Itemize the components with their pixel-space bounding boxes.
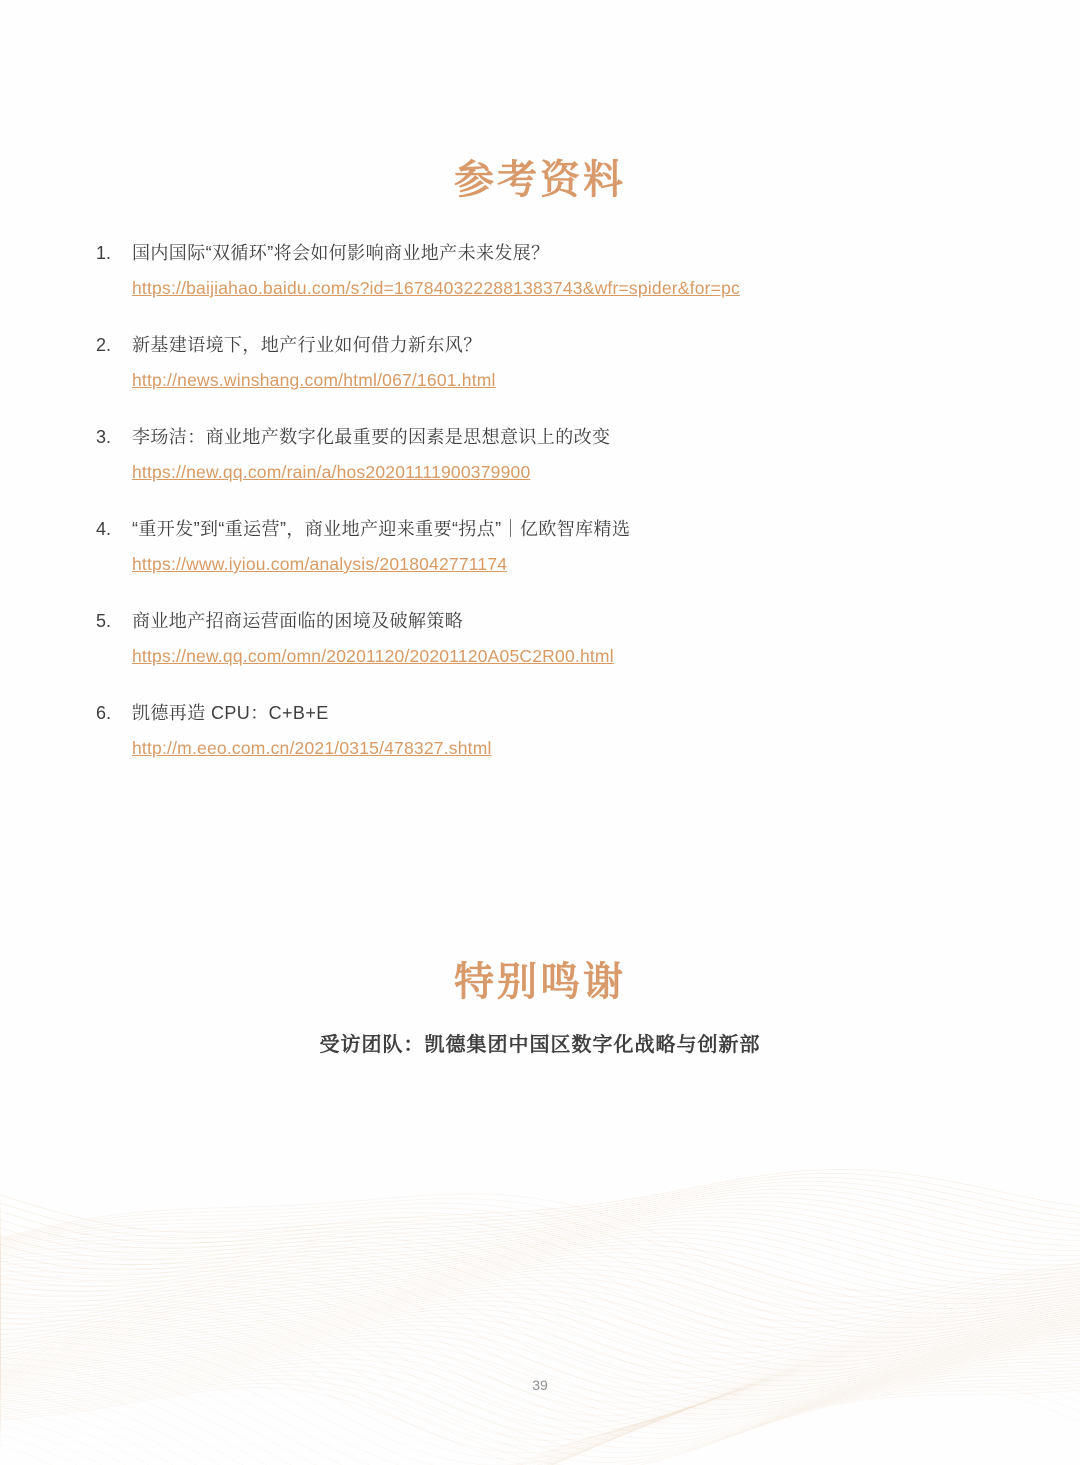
references-section-title: 参考资料 [454,158,626,202]
list-item-number: 1. [96,243,112,263]
list-item-number: 5. [96,611,112,631]
list-item [96,606,996,670]
list-item [96,422,996,486]
list-item-number: 4. [96,519,112,539]
thanks-team-line: 受访团队：凯德集团中国区数字化战略与创新部 [319,1034,761,1056]
reference-link[interactable]: https://www.iyiou.com/analysis/2018042771174 [132,554,508,574]
list-item-title: 国内国际“双循环”将会如何影响商业地产未来发展？ [132,243,550,263]
reference-link[interactable]: https://baijiahao.baidu.com/s?id=1678403222881383743&wfr=spider&for=pc [132,278,740,298]
page-number: 39 [532,1377,548,1393]
list-item [96,330,996,394]
reference-link[interactable]: http://news.winshang.com/html/067/1601.html [132,370,496,390]
reference-link[interactable]: https://new.qq.com/rain/a/hos20201111900379900 [132,462,531,482]
list-item-number: 6. [96,703,112,723]
references-list [96,238,996,790]
list-item-number: 3. [96,427,112,447]
list-item-title: 新基建语境下，地产行业如何借力新东风？ [132,335,482,355]
list-item-number: 2. [96,335,112,355]
reference-link[interactable]: https://new.qq.com/omn/20201120/20201120A05C2R00.html [132,646,614,666]
list-item-title: 李玚洁：商业地产数字化最重要的因素是思想意识上的改变 [132,427,611,447]
list-item-title: 商业地产招商运营面临的困境及破解策略 [132,611,464,631]
list-item-title: “重开发”到“重运营”，商业地产迎来重要“拐点”｜亿欧智库精选 [132,519,631,539]
reference-link[interactable]: http://m.eeo.com.cn/2021/0315/478327.shtml [132,738,492,758]
decorative-wave-graphic [0,1045,1080,1465]
list-item [96,698,996,762]
list-item [96,514,996,578]
thanks-section-title: 特别鸣谢 [454,960,626,1004]
list-item-title: 凯德再造 CPU：C+B+E [132,703,329,723]
list-item [96,238,996,302]
